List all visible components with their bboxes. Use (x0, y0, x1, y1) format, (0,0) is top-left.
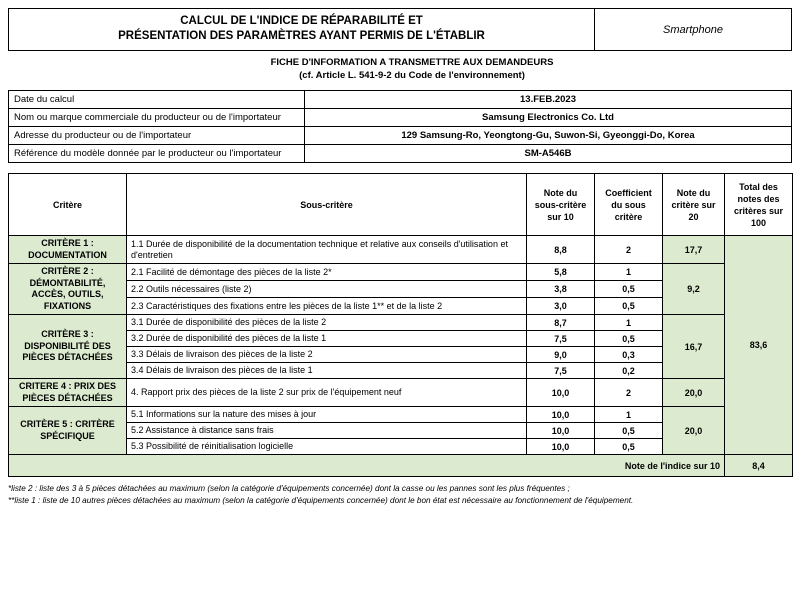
subcriterion-note: 7,5 (527, 331, 595, 347)
criterion-name-3: CRITÈRE 3 : DISPONIBILITÉ DES PIÈCES DÉTACHÉES (9, 315, 127, 379)
final-score-label: Note de l'indice sur 10 (9, 455, 725, 477)
info-label-address: Adresse du producteur ou de l'importateur (9, 127, 305, 145)
subcriterion-label: 3.1 Durée de disponibilité des pièces de la liste 2 (127, 315, 527, 331)
subcriterion-coefficient: 1 (595, 264, 663, 281)
subcriterion-note: 10,0 (527, 407, 595, 423)
subcriterion-label: 1.1 Durée de disponibilité de la documentation technique et relative aux conseils d'utilisation et d'entretien (127, 236, 527, 264)
criterion-name-1: CRITÈRE 1 : DOCUMENTATION (9, 236, 127, 264)
column-header-note-sous-critere: Note du sous-critère sur 10 (527, 174, 595, 236)
table-row (9, 407, 793, 423)
subcriterion-note: 3,8 (527, 281, 595, 298)
footnote-liste2: *liste 2 : liste des 3 à 5 pièces détachées au maximum (selon la catégorie d'équipements concernée) dont la casse ou les pannes sont les plus fréquentes ; (8, 484, 570, 493)
subcriterion-note: 7,5 (527, 363, 595, 379)
info-label-brand: Nom ou marque commerciale du producteur ou de l'importateur (9, 109, 305, 127)
footnotes (8, 483, 792, 507)
scoring-table (8, 173, 793, 477)
criterion-name-5: CRITÈRE 5 : CRITÈRE SPÉCIFIQUE (9, 407, 127, 455)
subheader-line2: (cf. Article L. 541-9-2 du Code de l'environnement) (299, 69, 525, 81)
table-row (9, 379, 793, 407)
table-row (9, 236, 793, 264)
footnote-liste1: **liste 1 : liste de 10 autres pièces détachées au maximum (selon la catégorie d'équipements concernée) dont le bon état est nécessaire au fonctionnement de l'équipement. (8, 496, 634, 505)
subcriterion-note: 9,0 (527, 347, 595, 363)
document-header (8, 8, 792, 51)
column-header-note-critere: Note du critère sur 20 (663, 174, 725, 236)
subcriterion-label: 5.3 Possibilité de réinitialisation logicielle (127, 439, 527, 455)
subcriterion-coefficient: 1 (595, 315, 663, 331)
column-header-total: Total des notes des critères sur 100 (725, 174, 793, 236)
subcriterion-label: 3.2 Durée de disponibilité des pièces de la liste 1 (127, 331, 527, 347)
subcriterion-coefficient: 0,5 (595, 298, 663, 315)
header-title (9, 9, 595, 50)
subcriterion-coefficient: 0,5 (595, 423, 663, 439)
subcriterion-coefficient: 0,5 (595, 439, 663, 455)
subcriterion-label: 4. Rapport prix des pièces de la liste 2 sur prix de l'équipement neuf (127, 379, 527, 407)
info-label-model: Référence du modèle donnée par le producteur ou l'importateur (9, 145, 305, 163)
table-row (9, 264, 793, 281)
table-header-row (9, 174, 793, 236)
table-row (9, 127, 792, 145)
criterion-score-1: 17,7 (663, 236, 725, 264)
subcriterion-label: 3.4 Délais de livraison des pièces de la liste 1 (127, 363, 527, 379)
product-category: Smartphone (663, 23, 723, 36)
table-row (9, 109, 792, 127)
subcriterion-coefficient: 1 (595, 407, 663, 423)
header-title-line1: CALCUL DE L'INDICE DE RÉPARABILITÉ ET (180, 15, 423, 27)
criterion-name-4: CRITERE 4 : PRIX DES PIÈCES DÉTACHÉES (9, 379, 127, 407)
criterion-name-2: CRITÈRE 2 : DÉMONTABILITÉ, ACCÈS, OUTILS, FIXATIONS (9, 264, 127, 315)
column-header-sous-critere: Sous-critère (127, 174, 527, 236)
header-title-line2: PRÉSENTATION DES PARAMÈTRES AYANT PERMIS DE L'ÉTABLIR (118, 30, 485, 42)
final-score-row (9, 455, 793, 477)
info-label-date: Date du calcul (9, 91, 305, 109)
criterion-score-5: 20,0 (663, 407, 725, 455)
subcriterion-coefficient: 0,5 (595, 281, 663, 298)
subheader-line1: FICHE D'INFORMATION A TRANSMETTRE AUX DEMANDEURS (270, 57, 554, 68)
subcriterion-label: 2.1 Facilité de démontage des pièces de la liste 2* (127, 264, 527, 281)
subcriterion-coefficient: 2 (595, 236, 663, 264)
subcriterion-coefficient: 0,3 (595, 347, 663, 363)
subcriterion-label: 5.1 Informations sur la nature des mises à jour (127, 407, 527, 423)
table-row (9, 315, 793, 331)
info-value-address: 129 Samsung-Ro, Yeongtong-Gu, Suwon-Si, Gyeonggi-Do, Korea (305, 127, 792, 145)
criterion-score-2: 9,2 (663, 264, 725, 315)
subcriterion-label: 2.3 Caractéristiques des fixations entre les pièces de la liste 1** et de la liste 2 (127, 298, 527, 315)
info-table (8, 90, 792, 163)
subheader (8, 57, 792, 82)
table-row (9, 91, 792, 109)
criterion-score-3: 16,7 (663, 315, 725, 379)
subcriterion-note: 8,8 (527, 236, 595, 264)
column-header-critere: Critère (9, 174, 127, 236)
subcriterion-coefficient: 0,5 (595, 331, 663, 347)
info-value-brand: Samsung Electronics Co. Ltd (305, 109, 792, 127)
subcriterion-note: 10,0 (527, 379, 595, 407)
subcriterion-label: 2.2 Outils nécessaires (liste 2) (127, 281, 527, 298)
subcriterion-note: 8,7 (527, 315, 595, 331)
subcriterion-note: 3,0 (527, 298, 595, 315)
subcriterion-coefficient: 0,2 (595, 363, 663, 379)
subcriterion-note: 10,0 (527, 423, 595, 439)
total-score: 83,6 (725, 236, 793, 455)
table-row (9, 145, 792, 163)
subcriterion-coefficient: 2 (595, 379, 663, 407)
info-value-model: SM-A546B (305, 145, 792, 163)
subcriterion-label: 3.3 Délais de livraison des pièces de la liste 2 (127, 347, 527, 363)
subcriterion-note: 5,8 (527, 264, 595, 281)
criterion-score-4: 20,0 (663, 379, 725, 407)
subcriterion-note: 10,0 (527, 439, 595, 455)
info-value-date: 13.FEB.2023 (305, 91, 792, 109)
column-header-coefficient: Coefficient du sous critère (595, 174, 663, 236)
subcriterion-label: 5.2 Assistance à distance sans frais (127, 423, 527, 439)
final-score-value: 8,4 (725, 455, 793, 477)
